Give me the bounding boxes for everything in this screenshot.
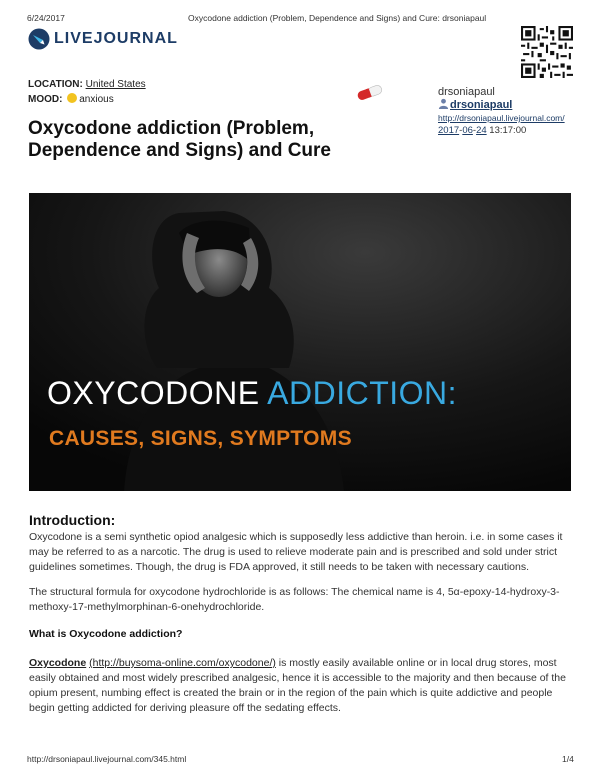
- hero-headline-blue: ADDICTION:: [267, 375, 458, 411]
- print-date: 6/24/2017: [27, 13, 65, 23]
- author-username-link[interactable]: drsoniapaul: [450, 99, 513, 111]
- post-date-year[interactable]: 2017: [438, 125, 460, 136]
- hero-headline: [47, 375, 457, 412]
- mood-row: [28, 92, 146, 107]
- user-icon: [438, 98, 449, 109]
- mood-smiley-icon: [67, 93, 77, 103]
- oxycodone-link[interactable]: Oxycodone: [29, 657, 87, 669]
- hero-headline-white: OXYCODONE: [47, 375, 268, 411]
- livejournal-wordmark: LIVEJOURNAL: [54, 30, 178, 47]
- pill-icon: [354, 82, 386, 102]
- section-heading: What is Oxycodone addiction?: [29, 628, 183, 640]
- location-label: LOCATION:: [28, 79, 83, 90]
- livejournal-logo[interactable]: [28, 28, 178, 50]
- mood-label: MOOD:: [28, 94, 63, 105]
- post-date-day[interactable]: 24: [476, 125, 487, 136]
- post-date-month[interactable]: 06: [462, 125, 473, 136]
- location-row: [28, 77, 146, 92]
- intro-paragraph-2: The structural formula for oxycodone hydrochloride is as follows: The chemical name is 4, 5α-epoxy-14-hydroxy-3-methoxy-17-methylmorphinan-6-onehydrochloride.: [29, 586, 560, 613]
- post-datetime: 2017-06-24 13:17:00: [438, 125, 527, 136]
- oxycodone-url-link[interactable]: (http://buysoma-online.com/oxycodone/): [89, 657, 276, 669]
- hero-subheadline: CAUSES, SIGNS, SYMPTOMS: [49, 427, 352, 450]
- post-title: Oxycodone addiction (Problem, Dependence and Signs) and Cure: [28, 118, 331, 161]
- print-doc-title: Oxycodone addiction (Problem, Dependence and Signs) and Cure: drsoniapaul: [188, 13, 487, 23]
- print-footer-url: http://drsoniapaul.livejournal.com/345.html: [27, 754, 187, 764]
- body-paragraph: [29, 656, 571, 716]
- qr-code-icon: [521, 26, 573, 78]
- hero-image: [29, 193, 571, 491]
- post-meta: [28, 77, 146, 107]
- author-block: [438, 86, 565, 137]
- location-link[interactable]: United States: [85, 79, 146, 90]
- livejournal-logo-icon: [28, 28, 50, 50]
- print-page-number: 1/4: [562, 754, 574, 764]
- author-display-name: drsoniapaul: [438, 86, 495, 98]
- body-paragraph-text: is mostly easily available online or in local drug stores, most easily obtained and most widely prescribed analgesic, hence it is accessible to the majority and then because of the opium present, numbing effect is created the brain or in the region of the pain which is quite addictive and people begin getting addicted for deriving pleasure off the sedating effects.: [29, 657, 566, 714]
- post-time: 13:17:00: [489, 125, 527, 136]
- intro-heading: Introduction:: [29, 512, 116, 528]
- article-body: [29, 513, 571, 726]
- author-journal-url[interactable]: http://drsoniapaul.livejournal.com/: [438, 113, 565, 123]
- intro-paragraph-1: Oxycodone is a semi synthetic opiod analgesic which is supposedly less addictive than heroin. i.e. in some cases it may be referred to as a narcotic. The drug is used to relieve moderate pain and is prescribed and sold under strict guidelines sometimes. Though, the drug is FDA approved, it still needs to be taken with necessary cautions.: [29, 531, 563, 573]
- mood-value: anxious: [79, 94, 114, 105]
